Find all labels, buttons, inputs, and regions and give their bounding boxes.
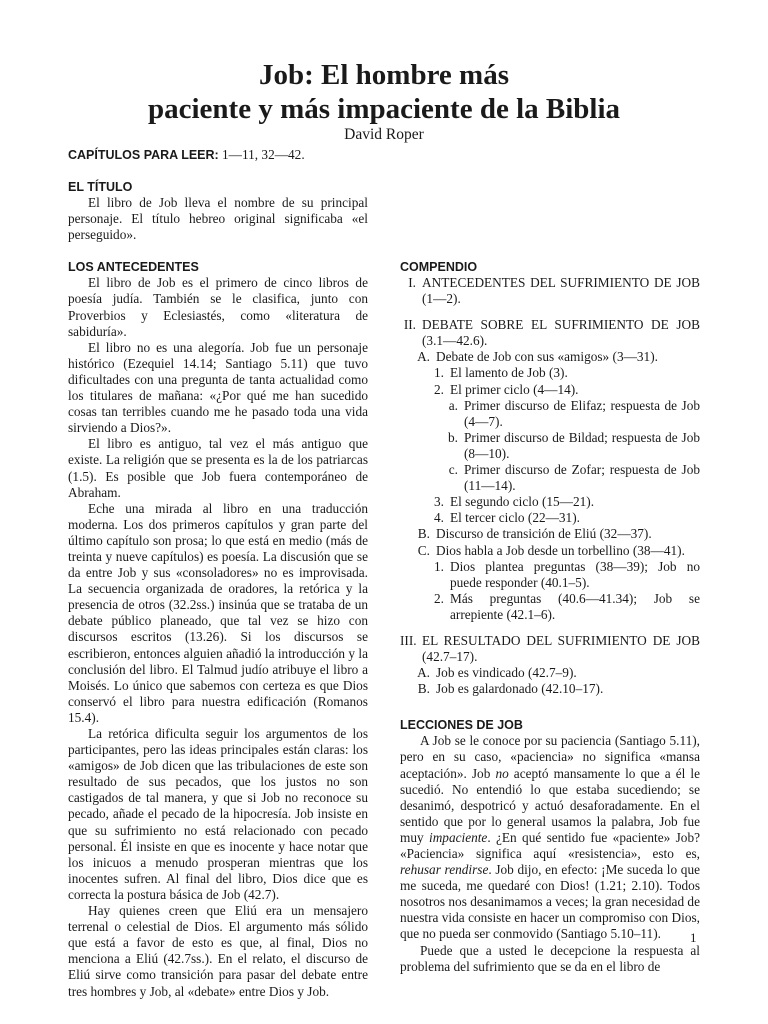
outline-item: 1. El lamento de Job (3). <box>434 365 568 381</box>
paragraph: Puede que a usted le decepcione la respuesta al problema del sufrimiento que se da en el libro de <box>400 942 700 974</box>
outline-item: I. ANTECEDENTES DEL SUFRIMIENTO DE JOB (1—2). <box>408 275 700 307</box>
paragraph: El libro de Job lleva el nombre de su principal personaje. El título hebreo original significaba «el perseguido». <box>68 195 368 243</box>
article-title <box>0 58 768 126</box>
outline-item: a. Primer discurso de Elifaz; respuesta de Job (4—7). <box>448 397 700 429</box>
chapters-value: 1—11, 32—42. <box>218 147 305 162</box>
outline-item: 2. El primer ciclo (4—14). <box>434 381 579 397</box>
outline-item: C. Dios habla a Job desde un torbellino (38—41). <box>417 542 685 558</box>
outline-item: 3. El segundo ciclo (15—21). <box>434 494 595 510</box>
paragraph: La retórica dificulta seguir los argumentos de los participantes, pero las ideas principales están claras: los «amigos» de Job dicen que las tribulaciones de este son resultado de sus pecados, que los justos no son castigados de tal manera, y que si Job no reconoce su pecado, añade el pecado de la hipocresía. Job insiste en que su sufrimiento no está relacionado con pecado personal. Él insiste en que es inocente y hace notar que los inicuos a menudo prosperan mientras que los inocentes sufren. Al final del libro, Dios dice que es correcta la postura básica de Job (42.7). <box>68 726 368 902</box>
outline-item: A. Debate de Job con sus «amigos» (3—31). <box>417 349 658 365</box>
outline-item: III. EL RESULTADO DEL SUFRIMIENTO DE JOB (42.7–17). <box>400 632 700 665</box>
outline-item: 1. Dios plantea preguntas (38—39); Job no puede responder (40.1–5). <box>434 558 700 590</box>
section-heading-lecciones: LECCIONES DE JOB <box>400 718 523 733</box>
outline <box>400 275 700 697</box>
paragraph: El libro no es una alegoría. Job fue un personaje histórico (Ezequiel 14.14; Santiago 5.11) que tuvo dificultades con una pregunta de tanta actualidad como los titulares de mañana: «¿Por qué me han sucedido cosas tan terribles cuando me he pasado toda una vida sirviendo a Dios?». <box>68 339 368 436</box>
outline-item: A. Job es vindicado (42.7–9). <box>417 665 577 681</box>
left-column <box>68 147 368 1000</box>
title-line-1: Job: El hombre más <box>258 59 509 91</box>
outline-item: b. Primer discurso de Bildad; respuesta de Job (8—10). <box>448 429 700 461</box>
chapters-to-read <box>68 147 368 163</box>
page-number: 1 <box>690 930 697 945</box>
section-heading-titulo: EL TÍTULO <box>68 180 133 195</box>
paragraph: A Job se le conoce por su paciencia (Santiago 5.11), pero en su caso, «paciencia» no significa «mansa aceptación». Job no aceptó mansamente lo que a él le sucedió. No entendió lo que estaba sucediendo; se desanimó, despotricó y actuó desaforadamente. En el sentido que por lo general usamos la palabra, Job fue muy impaciente. ¿En qué sentido fue «paciente» Job? «Paciencia» significa aquí «resistencia», esto es, rehusar rendirse. Job dijo, en efecto: ¡Me suceda lo que me suceda, me quedaré con Dios! (1.21; 2.10). Todos nosotros nos desanimamos a veces; la gran necesidad de nuestra vida consiste en hacer un compromiso con Dios, que no pueda ser conmovido (Santiago 5.10–11). <box>400 733 701 942</box>
section-heading-antecedentes: LOS ANTECEDENTES <box>68 260 199 275</box>
author: David Roper <box>344 126 424 143</box>
section-heading-compendio: COMPENDIO <box>400 260 478 274</box>
outline-item: B. Job es galardonado (42.10–17). <box>417 681 604 697</box>
paragraph: El libro de Job es el primero de cinco libros de poesía judía. También se le clasifica, junto con Proverbios y Eclesiastés, como «literatura de sabiduría». <box>68 275 368 339</box>
outline-item: II. DEBATE SOBRE EL SUFRIMIENTO DE JOB (3.1—42.6). <box>403 317 700 349</box>
paragraph: Hay quienes creen que Eliú era un mensajero terrenal o celestial de Dios. El argumento más sólido que está a favor de esto es que, al final, Dios no menciona a Eliú (42.7ss.). En el relato, el discurso de Eliú sirve como transición para pasar del debate entre tres hombres y Job, al «debate» entre Dios y Job. <box>68 903 368 999</box>
outline-item: c. Primer discurso de Zofar; respuesta de Job (11—14). <box>448 462 700 494</box>
paragraph: Eche una mirada al libro en una traducción moderna. Los dos primeros capítulos y gran parte del último capítulo son prosa; lo que está en medio (más de treinta y nueve capítulos) es poesía. La discusión que se da entre Job y sus «consoladores» no es improvisada. La secuencia organizada de oradores, la retórica y la presencia de otros (32.2ss.) insinúa que se trataba de un debate público planeado, que tal vez se hizo con discursos escritos (13.26). Si los discursos se escribieron, entonces alguien añadió la introducción y la conclusión del libro. El Talmud judío atribuye el libro a Moisés. Lo único que sabemos con certeza es que Dios conservó el libro para nuestra edificación (Romanos 15.4). <box>68 500 368 725</box>
title-line-2: paciente y más impaciente de la Biblia <box>147 93 621 125</box>
outline-item: 4. El tercer ciclo (22—31). <box>434 510 580 526</box>
right-column <box>400 147 700 975</box>
outline-item: 2. Más preguntas (40.6—41.34); Job se arrepiente (42.1–6). <box>434 590 700 622</box>
outline-item: B. Discurso de transición de Eliú (32—37). <box>417 526 652 542</box>
paragraph: El libro es antiguo, tal vez el más antiguo que existe. La religión que se presenta es la de los patriarcas (1.5). Es posible que Job fuera contemporáneo de Abraham. <box>68 436 368 500</box>
chapters-label: CAPÍTULOS PARA LEER: <box>68 148 219 162</box>
